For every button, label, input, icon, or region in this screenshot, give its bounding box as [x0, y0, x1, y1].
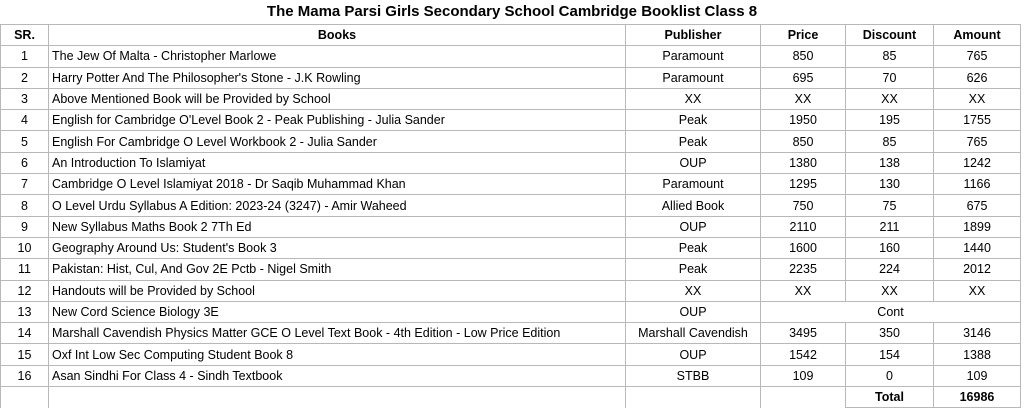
total-blank [49, 387, 626, 408]
row-sr: 10 [1, 237, 49, 258]
table-row [1, 365, 1021, 386]
row-publisher: STBB [626, 365, 761, 386]
row-publisher: Paramount [626, 46, 761, 67]
row-publisher: XX [626, 88, 761, 109]
row-publisher: Marshall Cavendish [626, 323, 761, 344]
header-price: Price [761, 25, 846, 46]
table-row [1, 344, 1021, 365]
total-row [1, 387, 1021, 408]
row-price: 1542 [761, 344, 846, 365]
row-discount: 211 [846, 216, 934, 237]
row-amount: 1242 [934, 152, 1021, 173]
row-amount: 765 [934, 131, 1021, 152]
table-row [1, 110, 1021, 131]
table-row [1, 46, 1021, 67]
row-discount: 130 [846, 174, 934, 195]
row-book: Oxf Int Low Sec Computing Student Book 8 [49, 344, 626, 365]
row-amount: 675 [934, 195, 1021, 216]
row-price: 695 [761, 67, 846, 88]
row-sr: 3 [1, 88, 49, 109]
row-book: An Introduction To Islamiyat [49, 152, 626, 173]
row-sr: 2 [1, 67, 49, 88]
row-price: 3495 [761, 323, 846, 344]
row-discount: 195 [846, 110, 934, 131]
row-book: New Cord Science Biology 3E [49, 301, 626, 322]
header-discount: Discount [846, 25, 934, 46]
header-books: Books [49, 25, 626, 46]
table-row [1, 301, 1021, 322]
row-price: XX [761, 88, 846, 109]
total-amount: 16986 [934, 387, 1021, 408]
row-book: Handouts will be Provided by School [49, 280, 626, 301]
row-sr: 4 [1, 110, 49, 131]
row-price: 2110 [761, 216, 846, 237]
row-discount: XX [846, 280, 934, 301]
row-sr: 16 [1, 365, 49, 386]
table-row [1, 88, 1021, 109]
row-book: Marshall Cavendish Physics Matter GCE O Level Text Book - 4th Edition - Low Price Edition [49, 323, 626, 344]
row-price: XX [761, 280, 846, 301]
row-discount: 160 [846, 237, 934, 258]
row-sr: 15 [1, 344, 49, 365]
row-book: Pakistan: Hist, Cul, And Gov 2E Pctb - Nigel Smith [49, 259, 626, 280]
table-row [1, 152, 1021, 173]
table-row [1, 67, 1021, 88]
row-sr: 11 [1, 259, 49, 280]
row-amount: 626 [934, 67, 1021, 88]
row-price: 850 [761, 46, 846, 67]
row-book: English For Cambridge O Level Workbook 2 - Julia Sander [49, 131, 626, 152]
row-amount: XX [934, 88, 1021, 109]
row-sr: 12 [1, 280, 49, 301]
row-sr: 14 [1, 323, 49, 344]
total-blank [1, 387, 49, 408]
row-discount: 224 [846, 259, 934, 280]
row-discount: 85 [846, 46, 934, 67]
row-price: 1380 [761, 152, 846, 173]
row-price: 1600 [761, 237, 846, 258]
row-discount: 0 [846, 365, 934, 386]
row-publisher: Peak [626, 131, 761, 152]
row-publisher: XX [626, 280, 761, 301]
row-book: English for Cambridge O'Level Book 2 - Peak Publishing - Julia Sander [49, 110, 626, 131]
row-price: 1950 [761, 110, 846, 131]
row-amount: 1166 [934, 174, 1021, 195]
row-amount: 765 [934, 46, 1021, 67]
row-book: New Syllabus Maths Book 2 7Th Ed [49, 216, 626, 237]
total-label: Total [846, 387, 934, 408]
row-price: 750 [761, 195, 846, 216]
table-row [1, 259, 1021, 280]
row-book: Geography Around Us: Student's Book 3 [49, 237, 626, 258]
row-sr: 6 [1, 152, 49, 173]
row-discount: 70 [846, 67, 934, 88]
row-publisher: Peak [626, 237, 761, 258]
row-publisher: OUP [626, 216, 761, 237]
row-book: The Jew Of Malta - Christopher Marlowe [49, 46, 626, 67]
row-sr: 13 [1, 301, 49, 322]
row-amount: 1440 [934, 237, 1021, 258]
row-book: O Level Urdu Syllabus A Edition: 2023-24 (3247) - Amir Waheed [49, 195, 626, 216]
row-book: Cambridge O Level Islamiyat 2018 - Dr Saqib Muhammad Khan [49, 174, 626, 195]
header-sr: SR. [1, 25, 49, 46]
booklist-table [0, 24, 1021, 408]
row-sr: 5 [1, 131, 49, 152]
row-publisher: OUP [626, 344, 761, 365]
row-discount: 350 [846, 323, 934, 344]
row-publisher: Paramount [626, 174, 761, 195]
table-row [1, 237, 1021, 258]
row-book: Asan Sindhi For Class 4 - Sindh Textbook [49, 365, 626, 386]
row-amount: 3146 [934, 323, 1021, 344]
row-discount: 154 [846, 344, 934, 365]
row-publisher: OUP [626, 152, 761, 173]
table-row [1, 195, 1021, 216]
row-amount: XX [934, 280, 1021, 301]
row-cont: Cont [761, 301, 1021, 322]
row-amount: 109 [934, 365, 1021, 386]
row-price: 1295 [761, 174, 846, 195]
row-price: 850 [761, 131, 846, 152]
row-publisher: Peak [626, 110, 761, 131]
row-publisher: Allied Book [626, 195, 761, 216]
row-price: 2235 [761, 259, 846, 280]
page-title: The Mama Parsi Girls Secondary School Cambridge Booklist Class 8 [266, 3, 758, 20]
row-discount: 85 [846, 131, 934, 152]
row-amount: 2012 [934, 259, 1021, 280]
row-publisher: OUP [626, 301, 761, 322]
table-row [1, 174, 1021, 195]
total-blank [626, 387, 761, 408]
row-publisher: Peak [626, 259, 761, 280]
row-discount: 75 [846, 195, 934, 216]
table-row [1, 216, 1021, 237]
row-sr: 9 [1, 216, 49, 237]
row-amount: 1388 [934, 344, 1021, 365]
table-row [1, 131, 1021, 152]
row-price: 109 [761, 365, 846, 386]
row-discount: XX [846, 88, 934, 109]
header-amount: Amount [934, 25, 1021, 46]
header-publisher: Publisher [626, 25, 761, 46]
row-book: Above Mentioned Book will be Provided by School [49, 88, 626, 109]
row-sr: 8 [1, 195, 49, 216]
total-blank [761, 387, 846, 408]
row-sr: 7 [1, 174, 49, 195]
row-book: Harry Potter And The Philosopher's Stone - J.K Rowling [49, 67, 626, 88]
row-amount: 1899 [934, 216, 1021, 237]
row-amount: 1755 [934, 110, 1021, 131]
row-discount: 138 [846, 152, 934, 173]
row-sr: 1 [1, 46, 49, 67]
table-row [1, 280, 1021, 301]
row-publisher: Paramount [626, 67, 761, 88]
table-row [1, 323, 1021, 344]
header-row [1, 25, 1021, 46]
